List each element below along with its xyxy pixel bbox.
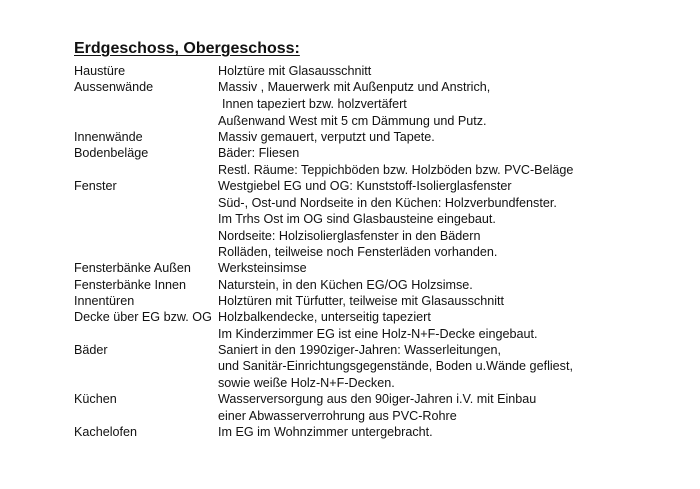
spec-value: Wasserversorgung aus den 90iger-Jahren i.V. mit Einbau xyxy=(218,392,537,406)
page-title: Erdgeschoss, Obergeschoss: xyxy=(74,40,300,57)
spec-value: Innen tapeziert bzw. holzvertäfert xyxy=(222,97,407,111)
spec-value: Naturstein, in den Küchen EG/OG Holzsimse. xyxy=(218,278,473,292)
spec-value: Im EG im Wohnzimmer untergebracht. xyxy=(218,425,433,439)
spec-label: Fensterbänke Innen xyxy=(74,278,187,292)
spec-value: Werksteinsimse xyxy=(218,261,307,275)
spec-label: Haustüre xyxy=(74,64,126,78)
spec-value: Holztüren mit Türfutter, teilweise mit Glasausschnitt xyxy=(218,294,505,308)
spec-value: Im Trhs Ost im OG sind Glasbausteine eingebaut. xyxy=(218,212,496,226)
spec-value: Massiv gemauert, verputzt und Tapete. xyxy=(218,130,435,144)
spec-label: Bäder xyxy=(74,343,108,357)
spec-label: Fensterbänke Außen xyxy=(74,261,191,275)
spec-label: Fenster xyxy=(74,179,117,193)
spec-value: Saniert in den 1990ziger-Jahren: Wasserleitungen, xyxy=(218,343,502,357)
spec-label: Decke über EG bzw. OG xyxy=(74,310,212,324)
spec-value: Im Kinderzimmer EG ist eine Holz-N+F-Decke eingebaut. xyxy=(218,327,538,341)
spec-value: Rolläden, teilweise noch Fensterläden vorhanden. xyxy=(218,245,498,259)
spec-value: Massiv , Mauerwerk mit Außenputz und Anstrich, xyxy=(218,80,491,94)
spec-value: Süd-, Ost-und Nordseite in den Küchen: Holzverbundfenster. xyxy=(218,196,557,210)
spec-value: Holztüre mit Glasausschnitt xyxy=(218,64,372,78)
spec-label: Küchen xyxy=(74,392,117,406)
spec-value: Holzbalkendecke, unterseitig tapeziert xyxy=(218,310,431,324)
spec-value: Bäder: Fliesen xyxy=(218,146,300,160)
spec-label: Innentüren xyxy=(74,294,135,308)
spec-value: sowie weiße Holz-N+F-Decken. xyxy=(218,376,395,390)
spec-label: Kachelofen xyxy=(74,425,138,439)
spec-value: Nordseite: Holzisolierglasfenster in den Bädern xyxy=(218,229,481,243)
spec-label: Innenwände xyxy=(74,130,143,144)
spec-label: Aussenwände xyxy=(74,80,154,94)
spec-label: Bodenbeläge xyxy=(74,146,149,160)
spec-value: Westgiebel EG und OG: Kunststoff-Isolierglasfenster xyxy=(218,179,512,193)
spec-value: und Sanitär-Einrichtungsgegenstände, Boden u.Wände gefliest, xyxy=(218,359,573,373)
spec-value: einer Abwasserverrohrung aus PVC-Rohre xyxy=(218,409,457,423)
spec-value: Außenwand West mit 5 cm Dämmung und Putz. xyxy=(218,114,487,128)
spec-value: Restl. Räume: Teppichböden bzw. Holzböden bzw. PVC-Beläge xyxy=(218,163,574,177)
